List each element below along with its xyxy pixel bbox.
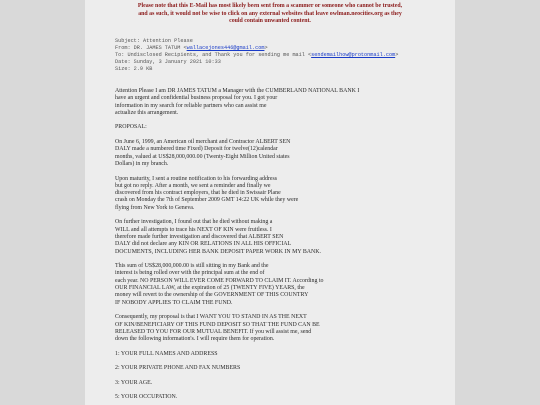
body-line: IF NOBODY APPLIES TO CLAIM THE FUND. bbox=[115, 299, 233, 306]
body-line: actualize this arrangement. bbox=[115, 109, 179, 116]
scam-warning-banner bbox=[87, 3, 453, 26]
to-line bbox=[115, 52, 445, 59]
from-line bbox=[115, 45, 445, 52]
body-line: On further investigation, I found out that he died without making a bbox=[115, 219, 273, 226]
body-line: 1: YOUR FULL NAMES AND ADDRESS bbox=[115, 350, 218, 357]
body-line: down the following information's. I will require them for operation. bbox=[115, 336, 275, 343]
body-line: have an urgent and confidential business proposal for you. I got your bbox=[115, 95, 278, 102]
body-line: WILL and all attempts to trace his NEXT OF KIN were fruitless. I bbox=[115, 226, 272, 233]
body-line: crash on Monday the 7th of September 2009 GMT 14:22 UK while they were bbox=[115, 197, 299, 204]
body-line: DOCUMENTS, INCLUDING HER BANK DEPOSIT PAPER WORK IN MY BANK. bbox=[115, 248, 322, 255]
paragraph-investigation bbox=[115, 219, 435, 255]
paragraph-item-1 bbox=[115, 351, 435, 358]
body-line: RELEASED TO YOU FOR OUR MUTUAL BENEFIT. If you will assist me, send bbox=[115, 328, 312, 335]
paragraph-maturity bbox=[115, 176, 435, 212]
body-line: but got no reply. After a month, we sent a reminder and finally we bbox=[115, 182, 271, 189]
email-body bbox=[115, 88, 435, 405]
email-page bbox=[85, 0, 455, 405]
body-line: 3: YOUR AGE. bbox=[115, 379, 153, 386]
body-line: interest is being rolled over with the principal sum at the end of bbox=[115, 270, 265, 277]
from-email-link[interactable]: wallacejones446@gmail.com bbox=[186, 44, 265, 51]
body-line: therefore made further investigation and discovered that ALBERT SEN bbox=[115, 233, 284, 240]
paragraph-deposit bbox=[115, 139, 435, 168]
body-line: flying from New York to Geneva. bbox=[115, 204, 195, 211]
date-line: Date: Sunday, 3 January 2021 10:33 bbox=[115, 58, 221, 65]
body-line: Consequently, my proposal is that I WANT YOU TO STAND IN AS THE NEXT bbox=[115, 314, 307, 321]
body-line: DALY made a numbered time Fixed) Deposit for twelve(12)calendar bbox=[115, 146, 278, 153]
to-email-link[interactable]: sendemailhow@protonmail.com bbox=[311, 51, 396, 58]
warning-line: and as such, it would not be wise to click on any external websites that leave owlman.neocities.org as they bbox=[138, 10, 402, 17]
body-line: Attention Please I am DR JAMES TATUM a Manager with the CUMBERLAND NATIONAL BANK I bbox=[115, 88, 360, 94]
paragraph-consequently bbox=[115, 314, 435, 343]
paragraph-proposal-heading bbox=[115, 124, 435, 131]
to-label: To: Undisclosed Recipients, and Thank you for sending me mail < bbox=[115, 51, 312, 58]
body-line: each year. NO PERSON WILL EVER COME FORWARD TO CLAIM IT. According to bbox=[115, 277, 324, 284]
body-line: money will revert to the ownership of the GOVERNMENT OF THIS COUNTRY bbox=[115, 292, 309, 299]
from-label: From: DR. JAMES TATUM < bbox=[115, 44, 187, 51]
email-headers bbox=[115, 38, 445, 73]
body-line: Dollars) in my branch. bbox=[115, 160, 169, 167]
paragraph-item-2 bbox=[115, 365, 435, 372]
paragraph-item-5 bbox=[115, 394, 435, 401]
body-line: On June 6, 1999, an American oil merchant and Contractor ALBERT SEN bbox=[115, 139, 291, 146]
body-line: discovered from his contract employers, that he died in Swissair Plane bbox=[115, 190, 281, 197]
to-suffix: > bbox=[395, 51, 399, 58]
body-line: 5: YOUR OCCUPATION. bbox=[115, 394, 178, 401]
subject-line: Subject: Attention Please bbox=[115, 38, 193, 44]
body-line: OF KIN/BENEFICIARY OF THIS FUND DEPOSIT SO THAT THE FUND CAN BE bbox=[115, 321, 320, 328]
paragraph-sum bbox=[115, 263, 435, 307]
body-line: PROPOSAL: bbox=[115, 124, 147, 131]
body-line: DALY did not declare any KIN OR RELATIONS IN ALL HIS OFFICIAL bbox=[115, 241, 292, 248]
body-line: information in my search for reliable partners who can assist me bbox=[115, 102, 267, 109]
body-line: months, valued at US$28,000,000.00 (Twenty-Eight Million United states bbox=[115, 153, 290, 160]
paragraph-intro bbox=[115, 88, 435, 117]
body-line: Upon maturity, I sent a routine notification to his forwarding address bbox=[115, 175, 278, 182]
paragraph-item-3 bbox=[115, 380, 435, 387]
warning-line: could contain unwanted content. bbox=[229, 18, 311, 24]
body-line: OUR FINANCIAL LAW, at the expiration of 25 (TWENTY FIVE) YEARS, the bbox=[115, 285, 305, 292]
body-line: 2: YOUR PRIVATE PHONE AND FAX NUMBERS bbox=[115, 365, 241, 372]
size-line: Size: 2.9 KB bbox=[115, 65, 153, 72]
body-line: This sum of US$28,000,000.00 is still sitting in my Bank and the bbox=[115, 263, 269, 270]
from-suffix: > bbox=[264, 44, 268, 51]
warning-line: Please note that this E-Mail has most likely been sent from a scammer or someone who cannot be trusted, bbox=[137, 3, 403, 9]
